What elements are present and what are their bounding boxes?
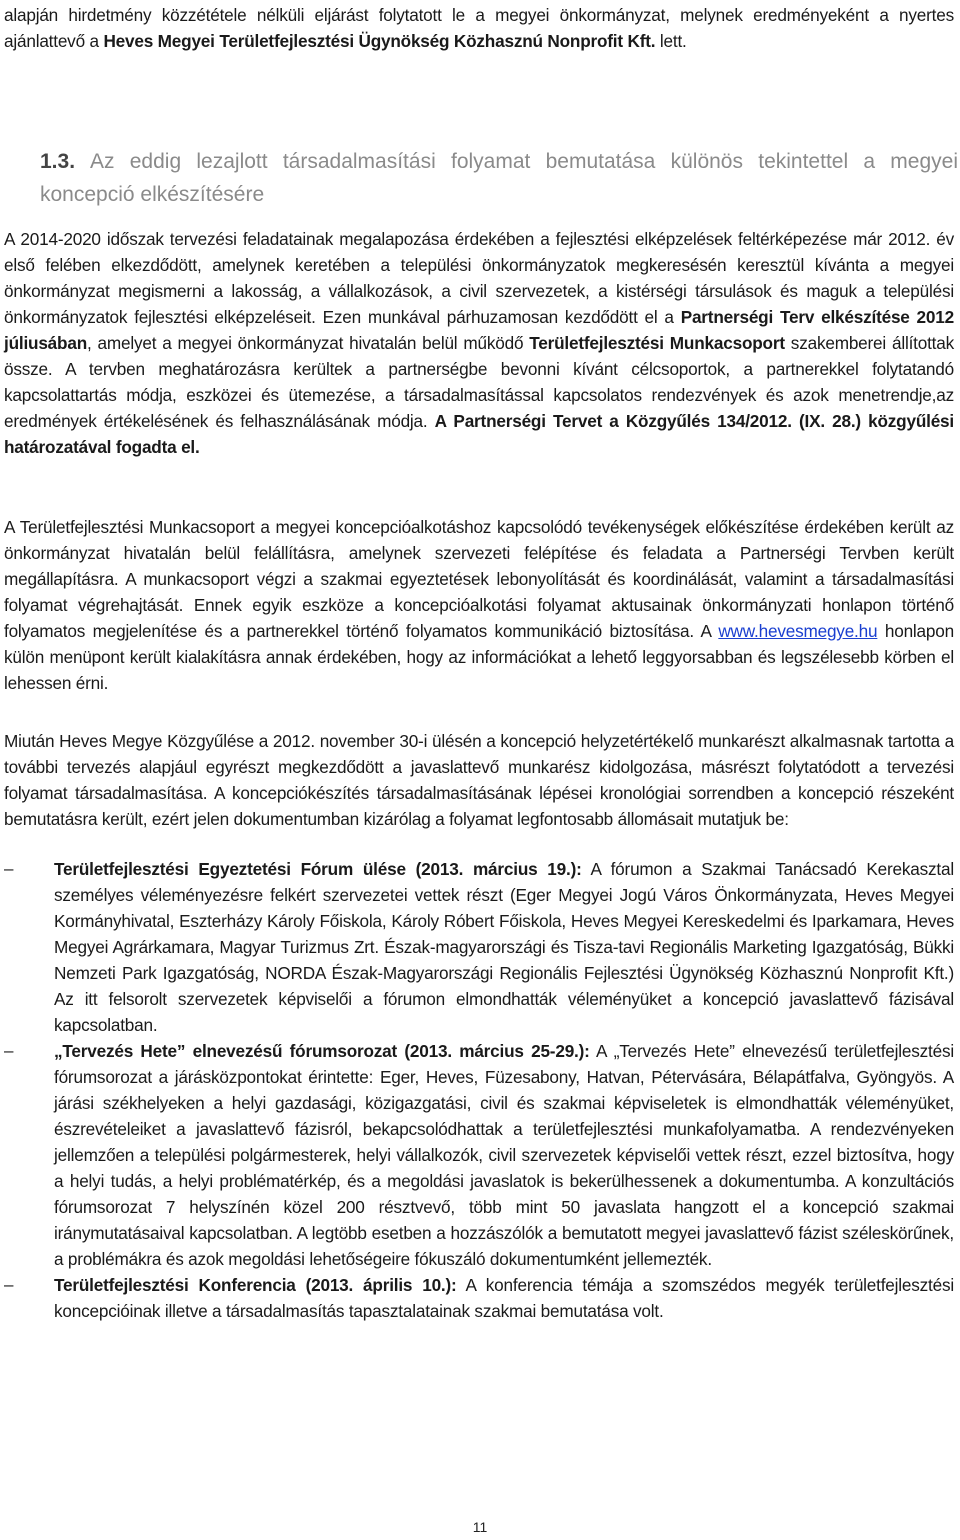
paragraph-2	[4, 514, 954, 696]
intro-bold: Heves Megyei Területfejlesztési Ügynökség Közhasznú Nonprofit Kft.	[103, 31, 656, 51]
list-item	[4, 1272, 954, 1324]
list-item-text	[54, 856, 954, 1038]
list-item-body: A fórumon a Szakmai Tanácsadó Kerekasztal személyes véleményezésre felkért szervezetei vettek részt (Eger Megyei Jogú Város Önkormányzata, Heves Megyei Kormányhivatal, Eszterházy Károly Főiskola, Károly Róbert Főiskola, Heves Megyei Kereskedelmi és Iparkamara, Heves Megyei Agrárkamara, Magyar Turizmus Zrt. Észak-magyarországi és Tisza-tavi Regionális Marketing Igazgatóság, Bükki Nemzeti Park Igazgatóság, NORDA Észak-Magyarországi Regionális Fejlesztési Ügynökség Közhasznú Nonprofit Kft.) Az itt felsorolt szervezetek képviselői a fórumon elmondhatták véleményüket a koncepció javaslattevő fázisával kapcsolatban.	[54, 859, 954, 1035]
list-item-title: „Tervezés Hete” elnevezésű fórumsorozat (2013. március 25-29.):	[54, 1041, 590, 1061]
dash-bullet: –	[4, 1275, 14, 1294]
section-number: 1.3.	[40, 150, 76, 174]
website-link[interactable]: www.hevesmegye.hu	[718, 621, 878, 641]
list-item	[4, 1038, 954, 1272]
dash-bullet: –	[4, 859, 14, 878]
intro-paragraph	[4, 2, 954, 54]
dash-bullet: –	[4, 1041, 14, 1060]
page-number: 11	[472, 1519, 488, 1535]
p1-text-d: szakemberei állítottak össze. A tervben meghatározásra kerültek a partnerségbe bevonni kívánt célcsoportok, a partnerekkel folytatandó kapcsolattartás módja, eszközei és ütemezése, a társadalmasítással kapcsolatos rendezvények és azok menetrendje,az eredmények értékelésének és felhasználásának módja.	[4, 333, 954, 431]
list-item-title: Területfejlesztési Konferencia (2013. április 10.):	[54, 1275, 457, 1295]
p1-text-a: A 2014-2020 időszak tervezési feladatainak megalapozása érdekében a fejlesztési elképzelések feltérképezése már 2012. év első felében elkezdődött, amelynek keretében a települési önkormányzatok megkeresésén keresztül kívánta a megyei önkormányzat megismerni a lakosság, a vállalkozások, a civil szervezetek, a kistérségi társulások és maguk a települési önkormányzatok fejlesztési elképzeléseit. Ezen munkával párhuzamosan kezdődött el a	[4, 229, 954, 327]
section-heading	[40, 145, 958, 211]
list-item	[4, 856, 954, 1038]
intro-text-end: lett.	[655, 31, 687, 51]
intro-text: alapján hirdetmény közzététele nélküli eljárást folytatott le a megyei önkormányzat, melynek eredményeként a nyertes ajánlattevő a	[4, 5, 954, 51]
list-item-text	[54, 1272, 954, 1324]
paragraph-3: Miután Heves Megye Közgyűlése a 2012. november 30-i ülésén a koncepció helyzetértékelő munkarészt alkalmasnak tartotta a további tervezés alapjául egyrészt megkezdődött a javaslattevő munkarész kidolgozása, másrészt folytatódott a tervezési folyamat társadalmasítása. A koncepciókészítés társadalmasításának lépései kronológiai sorrendben a koncepció részeként bemutatásra került, ezért jelen dokumentumban kizárólag a folyamat legfontosabb állomásait mutatjuk be:	[4, 731, 954, 829]
section-title: Az eddig lezajlott társadalmasítási folyamat bemutatása különös tekintettel a megyei koncepció elkészítésére	[40, 150, 958, 207]
paragraph-1	[4, 226, 954, 460]
p1-bold-1: Partnerségi Terv elkészítése 2012 júliusában	[4, 307, 954, 353]
p2-text-a: A Területfejlesztési Munkacsoport a megyei koncepcióalkotáshoz kapcsolódó tevékenységek előkészítése érdekében került az önkormányzat hivatalán belül felállításra, amelynek szervezeti felépítése és feladata a Partnerségi Tervben került megállapításra. A munkacsoport végzi a szakmai egyeztetések lebonyolítását és koordinálását, valamint a társadalmasítási folyamat végrehajtását. Ennek egyik eszköze a koncepcióalkotási folyamat aktusainak önkormányzati honlapon történő folyamatos megjelenítése és a partnerekkel történő folyamatos kommunikáció biztosítása. A	[4, 517, 954, 641]
list-item-title: Területfejlesztési Egyeztetési Fórum ülése (2013. március 19.):	[54, 859, 582, 879]
p1-text-c: , amelyet a megyei önkormányzat hivatalán belül működő	[87, 333, 530, 353]
p1-bold-2: Területfejlesztési Munkacsoport	[529, 333, 785, 353]
p1-bold-3: A Partnerségi Tervet a Közgyűlés 134/2012. (IX. 28.) közgyűlési határozatával fogadta el.	[4, 411, 954, 457]
list-item-body: A konferencia témája a szomszédos megyék területfejlesztési koncepcióinak illetve a társadalmasítás tapasztalatainak szakmai bemutatása volt.	[54, 1275, 954, 1321]
list-item-text	[54, 1038, 954, 1272]
list-item-body: A „Tervezés Hete” elnevezésű területfejlesztési fórumsorozat a járásközpontokat érintette: Eger, Heves, Füzesabony, Hatvan, Pétervására, Bélapátfalva, Gyöngyös. A járási székhelyeken a helyi gazdasági, közigazgatási, civil és szakmai képviseletek is elmondhatták véleményüket, észrevételeiket a javaslattevő fázisról, bekapcsolódhattak a területfejlesztési munkafolyamatba. A rendezvényeken jellemzően a települési polgármesterek, helyi vállalkozók, civil szervezetek képviselői vettek részt, ezzel biztosítva, hogy a helyi tudás, a helyi problématérkép, és a megoldási javaslatok is bekerülhessenek a dokumentumba. A konzultációs fórumsorozat 7 helyszínén közel 200 résztvevő, több mint 50 javaslata hangzott el a koncepció szakmai iránymutatásaival kapcsolatban. A legtöbb esetben a hozzászólók a bemutatott megyei javaslattevő fázist széleskörűnek, a problémákra és azok megoldási lehetőségeire fókuszáló dokumentumként jellemezték.	[54, 1041, 954, 1269]
milestone-list	[4, 856, 954, 1324]
p2-text-b: honlapon külön menüpont került kialakításra annak érdekében, hogy az információkat a lehető leggyorsabban és legszélesebb körben el lehessen érni.	[4, 621, 954, 693]
